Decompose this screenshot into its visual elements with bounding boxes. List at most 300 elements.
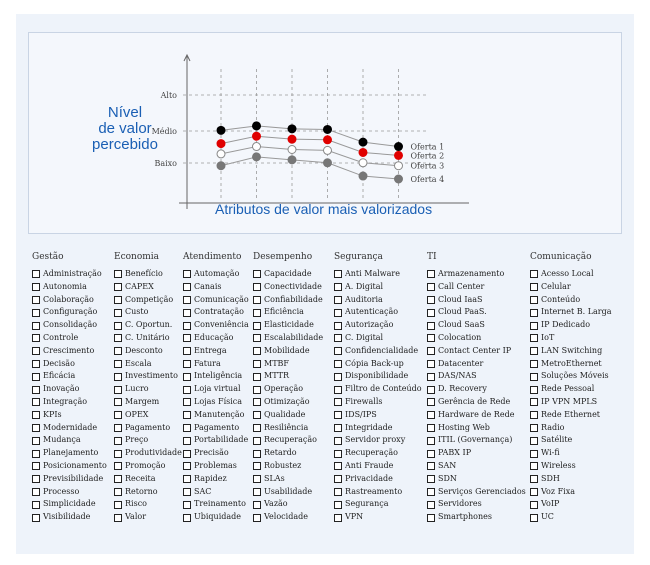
checkbox-icon[interactable] (253, 437, 261, 445)
checkbox-icon[interactable] (427, 283, 435, 291)
checkbox-icon[interactable] (253, 514, 261, 522)
attribute-item[interactable] (183, 460, 249, 473)
checkbox-icon[interactable] (32, 386, 40, 394)
checkbox-icon[interactable] (114, 411, 122, 419)
attribute-item[interactable] (427, 447, 526, 460)
checkbox-icon[interactable] (114, 347, 122, 355)
checkbox-icon[interactable] (530, 398, 538, 406)
checkbox-icon[interactable] (114, 386, 122, 394)
checkbox-icon[interactable] (183, 411, 191, 419)
attribute-item[interactable] (32, 511, 107, 524)
checkbox-icon[interactable] (334, 386, 342, 394)
checkbox-icon[interactable] (427, 462, 435, 470)
checkbox-icon[interactable] (530, 322, 538, 330)
checkbox-icon[interactable] (334, 309, 342, 317)
attribute-item[interactable] (427, 370, 526, 383)
attribute-item[interactable] (253, 396, 323, 409)
checkbox-icon[interactable] (530, 514, 538, 522)
checkbox-icon[interactable] (183, 270, 191, 278)
attribute-item[interactable] (32, 434, 107, 447)
attribute-item[interactable] (183, 434, 249, 447)
attribute-item[interactable] (427, 486, 526, 499)
checkbox-icon[interactable] (530, 501, 538, 509)
attribute-item[interactable] (530, 268, 612, 281)
attribute-item[interactable] (334, 332, 422, 345)
attribute-item[interactable] (253, 306, 323, 319)
checkbox-icon[interactable] (253, 475, 261, 483)
checkbox-icon[interactable] (183, 373, 191, 381)
checkbox-icon[interactable] (114, 283, 122, 291)
checkbox-icon[interactable] (334, 360, 342, 368)
checkbox-icon[interactable] (530, 309, 538, 317)
checkbox-icon[interactable] (253, 424, 261, 432)
attribute-item[interactable] (183, 319, 249, 332)
checkbox-icon[interactable] (32, 462, 40, 470)
attribute-item[interactable] (427, 332, 526, 345)
checkbox-icon[interactable] (183, 450, 191, 458)
attribute-item[interactable] (114, 281, 182, 294)
checkbox-icon[interactable] (114, 309, 122, 317)
attribute-item[interactable] (183, 498, 249, 511)
attribute-item[interactable] (114, 511, 182, 524)
checkbox-icon[interactable] (114, 360, 122, 368)
attribute-item[interactable] (114, 422, 182, 435)
attribute-label: VPN (345, 512, 364, 522)
attribute-item[interactable] (114, 486, 182, 499)
attribute-item[interactable] (32, 486, 107, 499)
attribute-item[interactable] (530, 434, 612, 447)
attribute-item[interactable] (427, 460, 526, 473)
attribute-item[interactable] (32, 345, 107, 358)
checkbox-icon[interactable] (183, 398, 191, 406)
checkbox-icon[interactable] (334, 373, 342, 381)
attribute-item[interactable] (427, 498, 526, 511)
checkbox-icon[interactable] (32, 373, 40, 381)
attribute-item[interactable] (32, 460, 107, 473)
attribute-item[interactable] (32, 332, 107, 345)
attribute-item[interactable] (530, 345, 612, 358)
checkbox-icon[interactable] (334, 398, 342, 406)
attribute-item[interactable] (253, 511, 323, 524)
checkbox-icon[interactable] (427, 514, 435, 522)
checkbox-icon[interactable] (427, 360, 435, 368)
checkbox-icon[interactable] (253, 296, 261, 304)
attribute-item[interactable] (183, 422, 249, 435)
attribute-item[interactable] (253, 345, 323, 358)
checkbox-icon[interactable] (114, 514, 122, 522)
attribute-label: PABX IP (438, 448, 472, 458)
checkbox-icon[interactable] (427, 373, 435, 381)
attribute-item[interactable] (114, 370, 182, 383)
checkbox-icon[interactable] (530, 437, 538, 445)
attribute-item[interactable] (32, 281, 107, 294)
attribute-item[interactable] (334, 422, 422, 435)
attribute-item[interactable] (253, 383, 323, 396)
attribute-item[interactable] (114, 294, 182, 307)
attribute-item[interactable] (183, 473, 249, 486)
checkbox-icon[interactable] (530, 347, 538, 355)
attribute-item[interactable] (114, 473, 182, 486)
checkbox-icon[interactable] (114, 488, 122, 496)
checkbox-icon[interactable] (114, 398, 122, 406)
attribute-item[interactable] (334, 281, 422, 294)
data-point (395, 162, 403, 170)
attribute-item[interactable] (334, 434, 422, 447)
series-label: Oferta 2 (410, 151, 445, 161)
checkbox-icon[interactable] (427, 424, 435, 432)
checkbox-icon[interactable] (183, 475, 191, 483)
attribute-item[interactable] (334, 498, 422, 511)
checkbox-icon[interactable] (427, 347, 435, 355)
attribute-item[interactable] (334, 460, 422, 473)
attribute-item[interactable] (427, 383, 526, 396)
attribute-item[interactable] (32, 447, 107, 460)
attribute-item[interactable] (253, 434, 323, 447)
attribute-item[interactable] (114, 345, 182, 358)
checkbox-icon[interactable] (32, 347, 40, 355)
attribute-item[interactable] (253, 358, 323, 371)
checkbox-icon[interactable] (183, 347, 191, 355)
attribute-item[interactable] (183, 383, 249, 396)
attribute-item[interactable] (530, 383, 612, 396)
attribute-item[interactable] (334, 473, 422, 486)
attribute-item[interactable] (32, 268, 107, 281)
attribute-item[interactable] (183, 332, 249, 345)
attribute-item[interactable] (183, 486, 249, 499)
attribute-item[interactable] (334, 268, 422, 281)
checkbox-icon[interactable] (183, 296, 191, 304)
checkbox-icon[interactable] (334, 322, 342, 330)
attribute-item[interactable] (253, 460, 323, 473)
checkbox-icon[interactable] (427, 386, 435, 394)
attribute-item[interactable] (114, 358, 182, 371)
checkbox-icon[interactable] (253, 270, 261, 278)
attribute-item[interactable] (183, 294, 249, 307)
checkbox-icon[interactable] (427, 475, 435, 483)
attribute-item[interactable] (334, 447, 422, 460)
checkbox-icon[interactable] (114, 475, 122, 483)
checkbox-icon[interactable] (253, 283, 261, 291)
attribute-item[interactable] (253, 332, 323, 345)
attribute-item[interactable] (334, 358, 422, 371)
checkbox-icon[interactable] (530, 424, 538, 432)
attribute-item[interactable] (427, 345, 526, 358)
attribute-item[interactable] (253, 281, 323, 294)
checkbox-icon[interactable] (32, 270, 40, 278)
checkbox-icon[interactable] (530, 462, 538, 470)
attribute-item[interactable] (334, 306, 422, 319)
checkbox-icon[interactable] (114, 296, 122, 304)
attribute-item[interactable] (253, 294, 323, 307)
attribute-item[interactable] (530, 396, 612, 409)
checkbox-icon[interactable] (334, 334, 342, 342)
attribute-item[interactable] (114, 498, 182, 511)
checkbox-icon[interactable] (32, 398, 40, 406)
checkbox-icon[interactable] (253, 488, 261, 496)
attribute-label: Recuperação (264, 435, 317, 445)
attribute-item[interactable] (530, 422, 612, 435)
checkbox-icon[interactable] (530, 475, 538, 483)
attribute-item[interactable] (530, 281, 612, 294)
checkbox-icon[interactable] (530, 450, 538, 458)
attribute-item[interactable] (427, 511, 526, 524)
attribute-item[interactable] (183, 409, 249, 422)
attribute-item[interactable] (183, 281, 249, 294)
checkbox-icon[interactable] (183, 334, 191, 342)
attribute-item[interactable] (32, 319, 107, 332)
attribute-item[interactable] (334, 345, 422, 358)
attribute-item[interactable] (530, 409, 612, 422)
checkbox-icon[interactable] (427, 309, 435, 317)
attribute-item[interactable] (427, 294, 526, 307)
checkbox-icon[interactable] (334, 462, 342, 470)
checkbox-icon[interactable] (114, 501, 122, 509)
checkbox-icon[interactable] (334, 347, 342, 355)
checkbox-icon[interactable] (183, 514, 191, 522)
checkbox-icon[interactable] (427, 437, 435, 445)
attribute-item[interactable] (114, 306, 182, 319)
checkbox-icon[interactable] (253, 462, 261, 470)
checkbox-icon[interactable] (114, 437, 122, 445)
attribute-item[interactable] (334, 319, 422, 332)
attribute-item[interactable] (530, 486, 612, 499)
checkbox-icon[interactable] (32, 501, 40, 509)
attribute-item[interactable] (253, 486, 323, 499)
checkbox-icon[interactable] (427, 450, 435, 458)
checkbox-icon[interactable] (183, 437, 191, 445)
checkbox-icon[interactable] (114, 334, 122, 342)
checkbox-icon[interactable] (32, 475, 40, 483)
checkbox-icon[interactable] (183, 501, 191, 509)
attribute-item[interactable] (183, 268, 249, 281)
attribute-label: Configuração (43, 307, 98, 317)
attribute-item[interactable] (253, 370, 323, 383)
attribute-item[interactable] (32, 358, 107, 371)
attribute-item[interactable] (114, 460, 182, 473)
checkbox-icon[interactable] (114, 462, 122, 470)
attribute-item[interactable] (427, 396, 526, 409)
attribute-item[interactable] (427, 268, 526, 281)
attribute-item[interactable] (530, 319, 612, 332)
checkbox-icon[interactable] (32, 437, 40, 445)
attribute-label: Voz Fixa (541, 486, 576, 496)
attribute-label: Inovação (43, 384, 80, 394)
checkbox-icon[interactable] (32, 334, 40, 342)
attribute-label: Conectividade (264, 281, 322, 291)
attribute-item[interactable] (253, 447, 323, 460)
attribute-item[interactable] (183, 345, 249, 358)
checkbox-icon[interactable] (530, 296, 538, 304)
attribute-item[interactable] (183, 447, 249, 460)
checkbox-icon[interactable] (334, 283, 342, 291)
checkbox-icon[interactable] (530, 334, 538, 342)
checkbox-icon[interactable] (32, 488, 40, 496)
checkbox-icon[interactable] (183, 322, 191, 330)
attribute-item[interactable] (114, 268, 182, 281)
checkbox-icon[interactable] (253, 450, 261, 458)
checkbox-icon[interactable] (427, 411, 435, 419)
category-title: Segurança (334, 252, 383, 262)
attribute-item[interactable] (334, 294, 422, 307)
attribute-item[interactable] (114, 434, 182, 447)
attribute-item[interactable] (253, 409, 323, 422)
attribute-item[interactable] (183, 396, 249, 409)
attribute-item[interactable] (530, 473, 612, 486)
checkbox-icon[interactable] (253, 334, 261, 342)
attribute-item[interactable] (32, 306, 107, 319)
checkbox-icon[interactable] (32, 450, 40, 458)
checkbox-icon[interactable] (32, 424, 40, 432)
checkbox-icon[interactable] (183, 309, 191, 317)
checkbox-icon[interactable] (183, 283, 191, 291)
checkbox-icon[interactable] (114, 270, 122, 278)
checkbox-icon[interactable] (530, 386, 538, 394)
checkbox-icon[interactable] (427, 501, 435, 509)
attribute-item[interactable] (253, 498, 323, 511)
attribute-item[interactable] (114, 383, 182, 396)
checkbox-icon[interactable] (427, 322, 435, 330)
checkbox-icon[interactable] (334, 475, 342, 483)
series-label: Oferta 4 (410, 175, 445, 184)
checkbox-icon[interactable] (32, 309, 40, 317)
attribute-item[interactable] (334, 396, 422, 409)
checkbox-icon[interactable] (334, 450, 342, 458)
checkbox-icon[interactable] (114, 450, 122, 458)
attribute-item[interactable] (253, 268, 323, 281)
checkbox-icon[interactable] (183, 462, 191, 470)
attribute-label: Rastreamento (345, 486, 403, 496)
attribute-item[interactable] (183, 358, 249, 371)
attribute-item[interactable] (114, 319, 182, 332)
attribute-item[interactable] (114, 332, 182, 345)
checkbox-icon[interactable] (427, 334, 435, 342)
checkbox-icon[interactable] (32, 283, 40, 291)
checkbox-icon[interactable] (183, 360, 191, 368)
attribute-item[interactable] (530, 332, 612, 345)
attribute-item[interactable] (530, 306, 612, 319)
checkbox-icon[interactable] (32, 514, 40, 522)
checkbox-icon[interactable] (253, 386, 261, 394)
attribute-item[interactable] (183, 511, 249, 524)
data-point (395, 151, 403, 159)
attribute-label: Celular (541, 281, 571, 291)
attribute-item[interactable] (32, 370, 107, 383)
attribute-item[interactable] (32, 409, 107, 422)
attribute-item[interactable] (427, 306, 526, 319)
checkbox-icon[interactable] (530, 488, 538, 496)
attribute-label: SDH (541, 473, 560, 483)
checkbox-icon[interactable] (183, 386, 191, 394)
checkbox-icon[interactable] (253, 373, 261, 381)
attribute-item[interactable] (114, 396, 182, 409)
attribute-item[interactable] (427, 319, 526, 332)
attribute-item[interactable] (334, 383, 422, 396)
checkbox-icon[interactable] (427, 270, 435, 278)
checkbox-icon[interactable] (114, 373, 122, 381)
checkbox-icon[interactable] (334, 488, 342, 496)
checkbox-icon[interactable] (427, 296, 435, 304)
attribute-item[interactable] (427, 434, 526, 447)
attribute-item[interactable] (334, 409, 422, 422)
checkbox-icon[interactable] (114, 424, 122, 432)
attribute-item[interactable] (253, 319, 323, 332)
checkbox-icon[interactable] (427, 488, 435, 496)
attribute-label: Rede Pessoal (541, 384, 595, 394)
attribute-item[interactable] (334, 511, 422, 524)
checkbox-icon[interactable] (253, 398, 261, 406)
checkbox-icon[interactable] (334, 437, 342, 445)
attribute-item[interactable] (32, 422, 107, 435)
attribute-item[interactable] (32, 383, 107, 396)
data-point (253, 153, 261, 161)
checkbox-icon[interactable] (334, 424, 342, 432)
checkbox-icon[interactable] (334, 501, 342, 509)
attribute-item[interactable] (32, 498, 107, 511)
checkbox-icon[interactable] (183, 488, 191, 496)
attribute-item[interactable] (427, 473, 526, 486)
checkbox-icon[interactable] (253, 411, 261, 419)
category-column (530, 250, 612, 524)
attribute-item[interactable] (32, 294, 107, 307)
attribute-item[interactable] (530, 511, 612, 524)
attribute-item[interactable] (114, 409, 182, 422)
checkbox-icon[interactable] (253, 309, 261, 317)
checkbox-icon[interactable] (427, 398, 435, 406)
checkbox-icon[interactable] (530, 283, 538, 291)
attribute-item[interactable] (530, 498, 612, 511)
attribute-item[interactable] (530, 460, 612, 473)
attribute-label: Wi-fi (541, 448, 560, 458)
attribute-item[interactable] (334, 370, 422, 383)
attribute-item[interactable] (427, 422, 526, 435)
attribute-item[interactable] (427, 281, 526, 294)
checkbox-icon[interactable] (253, 347, 261, 355)
checkbox-icon[interactable] (114, 322, 122, 330)
attribute-item[interactable] (530, 370, 612, 383)
attribute-item[interactable] (253, 422, 323, 435)
checkbox-icon[interactable] (530, 360, 538, 368)
checkbox-icon[interactable] (334, 514, 342, 522)
checkbox-icon[interactable] (183, 424, 191, 432)
attribute-item[interactable] (114, 447, 182, 460)
attribute-item[interactable] (530, 447, 612, 460)
attribute-item[interactable] (183, 370, 249, 383)
attribute-item[interactable] (183, 306, 249, 319)
checkbox-icon[interactable] (32, 296, 40, 304)
attribute-item[interactable] (32, 473, 107, 486)
attribute-item[interactable] (334, 486, 422, 499)
checkbox-icon[interactable] (32, 322, 40, 330)
attribute-item[interactable] (253, 473, 323, 486)
checkbox-icon[interactable] (334, 270, 342, 278)
checkbox-icon[interactable] (530, 411, 538, 419)
checkbox-icon[interactable] (334, 296, 342, 304)
checkbox-icon[interactable] (253, 322, 261, 330)
checkbox-icon[interactable] (530, 270, 538, 278)
checkbox-icon[interactable] (530, 373, 538, 381)
checkbox-icon[interactable] (32, 411, 40, 419)
attribute-item[interactable] (427, 358, 526, 371)
attribute-item[interactable] (427, 409, 526, 422)
attribute-item[interactable] (32, 396, 107, 409)
checkbox-icon[interactable] (334, 411, 342, 419)
checkbox-icon[interactable] (32, 360, 40, 368)
checkbox-icon[interactable] (253, 360, 261, 368)
attribute-item[interactable] (530, 294, 612, 307)
attribute-label: Risco (125, 499, 147, 509)
attribute-item[interactable] (530, 358, 612, 371)
checkbox-icon[interactable] (253, 501, 261, 509)
